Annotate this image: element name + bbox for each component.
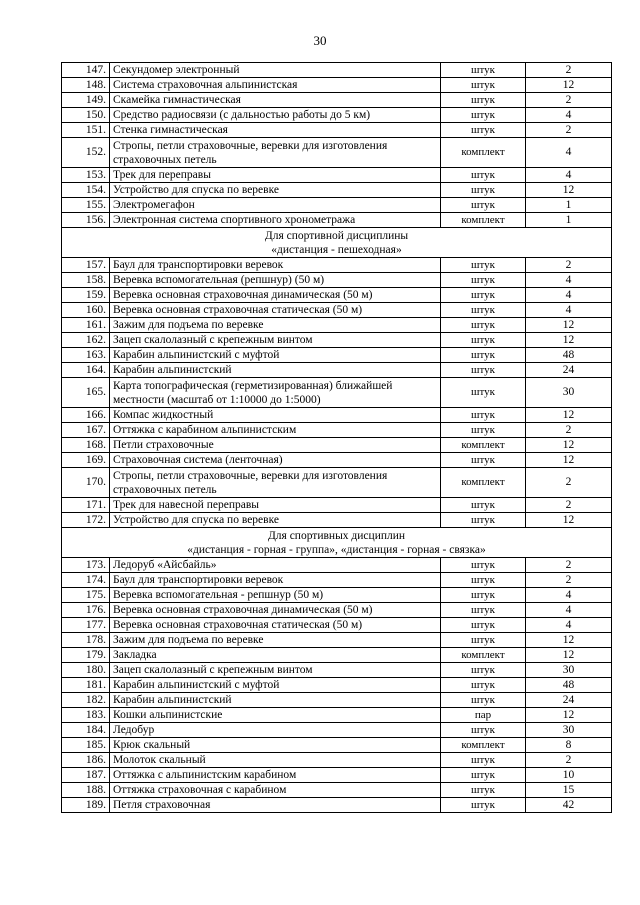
quantity-cell: 8	[526, 738, 612, 753]
unit-cell: штук	[441, 678, 526, 693]
row-number-cell: 148.	[62, 78, 110, 93]
item-name-cell: Секундомер электронный	[110, 63, 441, 78]
quantity-cell: 12	[526, 513, 612, 528]
item-name-cell: Карабин альпинистский с муфтой	[110, 678, 441, 693]
item-name-cell: Средство радиосвязи (с дальностью работы до 5 км)	[110, 108, 441, 123]
row-number-cell: 159.	[62, 288, 110, 303]
table-row	[62, 453, 612, 468]
equipment-table	[61, 62, 612, 813]
quantity-cell: 42	[526, 798, 612, 813]
row-number-cell: 161.	[62, 318, 110, 333]
table-row	[62, 93, 612, 108]
unit-cell: штук	[441, 768, 526, 783]
unit-cell: штук	[441, 573, 526, 588]
quantity-cell: 12	[526, 708, 612, 723]
row-number-cell: 150.	[62, 108, 110, 123]
row-number-cell: 157.	[62, 258, 110, 273]
item-name-cell: Веревка вспомогательная (репшнур) (50 м)	[110, 273, 441, 288]
row-number-cell: 180.	[62, 663, 110, 678]
quantity-cell: 30	[526, 663, 612, 678]
item-name-cell: Ледобур	[110, 723, 441, 738]
unit-cell: штук	[441, 183, 526, 198]
row-number-cell: 160.	[62, 303, 110, 318]
unit-cell: штук	[441, 603, 526, 618]
quantity-cell: 12	[526, 633, 612, 648]
item-name-cell: Веревка основная страховочная динамическая (50 м)	[110, 603, 441, 618]
table-row	[62, 678, 612, 693]
row-number-cell: 183.	[62, 708, 110, 723]
item-name-cell: Скамейка гимнастическая	[110, 93, 441, 108]
table-row	[62, 378, 612, 408]
unit-cell: комплект	[441, 648, 526, 663]
unit-cell: штук	[441, 633, 526, 648]
quantity-cell: 12	[526, 78, 612, 93]
unit-cell: штук	[441, 693, 526, 708]
item-name-cell: Зацеп скалолазный с крепежным винтом	[110, 333, 441, 348]
unit-cell: штук	[441, 108, 526, 123]
row-number-cell: 173.	[62, 558, 110, 573]
item-name-cell: Крюк скальный	[110, 738, 441, 753]
table-row	[62, 108, 612, 123]
row-number-cell: 170.	[62, 468, 110, 498]
unit-cell: штук	[441, 408, 526, 423]
quantity-cell: 15	[526, 783, 612, 798]
row-number-cell: 178.	[62, 633, 110, 648]
section-title-line: Для спортивных дисциплин	[267, 529, 406, 542]
quantity-cell: 2	[526, 498, 612, 513]
unit-cell: штук	[441, 288, 526, 303]
item-name-cell: Карабин альпинистский	[110, 693, 441, 708]
unit-cell: штук	[441, 63, 526, 78]
unit-cell: штук	[441, 513, 526, 528]
item-name-cell: Оттяжка страховочная с карабином	[110, 783, 441, 798]
row-number-cell: 149.	[62, 93, 110, 108]
quantity-cell: 4	[526, 303, 612, 318]
table-row	[62, 693, 612, 708]
item-name-cell: Оттяжка с карабином альпинистским	[110, 423, 441, 438]
table-row	[62, 333, 612, 348]
row-number-cell: 184.	[62, 723, 110, 738]
table-row	[62, 648, 612, 663]
row-number-cell: 163.	[62, 348, 110, 363]
item-name-cell: Баул для транспортировки веревок	[110, 258, 441, 273]
row-number-cell: 152.	[62, 138, 110, 168]
item-name-cell: Зажим для подъема по веревке	[110, 633, 441, 648]
table-row	[62, 78, 612, 93]
row-number-cell: 165.	[62, 378, 110, 408]
row-number-cell: 166.	[62, 408, 110, 423]
unit-cell: штук	[441, 168, 526, 183]
table-row	[62, 273, 612, 288]
quantity-cell: 30	[526, 378, 612, 408]
item-name-cell: Устройство для спуска по веревке	[110, 183, 441, 198]
quantity-cell: 2	[526, 468, 612, 498]
row-number-cell: 186.	[62, 753, 110, 768]
row-number-cell: 164.	[62, 363, 110, 378]
item-name-cell: Система страховочная альпинистская	[110, 78, 441, 93]
item-name-cell: Стропы, петли страховочные, веревки для изготовления страховочных петель	[110, 468, 441, 498]
unit-cell: штук	[441, 198, 526, 213]
table-row	[62, 258, 612, 273]
quantity-cell: 2	[526, 63, 612, 78]
unit-cell: штук	[441, 723, 526, 738]
item-name-cell: Карта топографическая (герметизированная) ближайшей местности (масштаб от 1:10000 до 1:5000)	[110, 378, 441, 408]
table-row	[62, 603, 612, 618]
row-number-cell: 168.	[62, 438, 110, 453]
item-name-cell: Стропы, петли страховочные, веревки для изготовления страховочных петель	[110, 138, 441, 168]
table-row	[62, 138, 612, 168]
quantity-cell: 12	[526, 648, 612, 663]
item-name-cell: Веревка основная страховочная динамическая (50 м)	[110, 288, 441, 303]
table-row	[62, 708, 612, 723]
item-name-cell: Устройство для спуска по веревке	[110, 513, 441, 528]
section-header-row	[62, 528, 612, 558]
unit-cell: штук	[441, 453, 526, 468]
quantity-cell: 4	[526, 168, 612, 183]
quantity-cell: 12	[526, 318, 612, 333]
row-number-cell: 172.	[62, 513, 110, 528]
table-row	[62, 723, 612, 738]
quantity-cell: 4	[526, 273, 612, 288]
row-number-cell: 156.	[62, 213, 110, 228]
unit-cell: штук	[441, 423, 526, 438]
table-row	[62, 198, 612, 213]
unit-cell: пар	[441, 708, 526, 723]
quantity-cell: 48	[526, 348, 612, 363]
row-number-cell: 151.	[62, 123, 110, 138]
page-number: 30	[313, 33, 327, 48]
table-row	[62, 783, 612, 798]
item-name-cell: Страховочная система (ленточная)	[110, 453, 441, 468]
table-row	[62, 558, 612, 573]
quantity-cell: 4	[526, 618, 612, 633]
item-name-cell: Зацеп скалолазный с крепежным винтом	[110, 663, 441, 678]
item-name-cell: Закладка	[110, 648, 441, 663]
quantity-cell: 4	[526, 138, 612, 168]
unit-cell: штук	[441, 783, 526, 798]
row-number-cell: 182.	[62, 693, 110, 708]
quantity-cell: 2	[526, 423, 612, 438]
row-number-cell: 171.	[62, 498, 110, 513]
quantity-cell: 12	[526, 333, 612, 348]
item-name-cell: Петли страховочные	[110, 438, 441, 453]
quantity-cell: 12	[526, 183, 612, 198]
table-row	[62, 423, 612, 438]
table-row	[62, 408, 612, 423]
unit-cell: штук	[441, 558, 526, 573]
section-header	[62, 528, 612, 558]
unit-cell: штук	[441, 93, 526, 108]
unit-cell: комплект	[441, 738, 526, 753]
row-number-cell: 185.	[62, 738, 110, 753]
quantity-cell: 12	[526, 438, 612, 453]
unit-cell: штук	[441, 798, 526, 813]
item-name-cell: Веревка основная страховочная статическая (50 м)	[110, 618, 441, 633]
item-name-cell: Петля страховочная	[110, 798, 441, 813]
table-row	[62, 123, 612, 138]
table-row	[62, 588, 612, 603]
quantity-cell: 48	[526, 678, 612, 693]
quantity-cell: 4	[526, 108, 612, 123]
table-row	[62, 318, 612, 333]
quantity-cell: 12	[526, 453, 612, 468]
row-number-cell: 181.	[62, 678, 110, 693]
row-number-cell: 154.	[62, 183, 110, 198]
table-row	[62, 513, 612, 528]
table-row	[62, 633, 612, 648]
table-row	[62, 63, 612, 78]
row-number-cell: 176.	[62, 603, 110, 618]
table-row	[62, 498, 612, 513]
row-number-cell: 187.	[62, 768, 110, 783]
quantity-cell: 24	[526, 693, 612, 708]
quantity-cell: 1	[526, 198, 612, 213]
unit-cell: штук	[441, 663, 526, 678]
item-name-cell: Веревка основная страховочная статическая (50 м)	[110, 303, 441, 318]
table-row	[62, 738, 612, 753]
unit-cell: штук	[441, 273, 526, 288]
table-row	[62, 213, 612, 228]
unit-cell: штук	[441, 258, 526, 273]
unit-cell: штук	[441, 78, 526, 93]
table-row	[62, 573, 612, 588]
unit-cell: штук	[441, 498, 526, 513]
row-number-cell: 189.	[62, 798, 110, 813]
table-row	[62, 363, 612, 378]
quantity-cell: 4	[526, 288, 612, 303]
unit-cell: штук	[441, 618, 526, 633]
item-name-cell: Электромегафон	[110, 198, 441, 213]
quantity-cell: 2	[526, 93, 612, 108]
table-row	[62, 798, 612, 813]
quantity-cell: 24	[526, 363, 612, 378]
quantity-cell: 2	[526, 753, 612, 768]
unit-cell: комплект	[441, 213, 526, 228]
unit-cell: штук	[441, 363, 526, 378]
table-row	[62, 168, 612, 183]
item-name-cell: Компас жидкостный	[110, 408, 441, 423]
row-number-cell: 158.	[62, 273, 110, 288]
row-number-cell: 167.	[62, 423, 110, 438]
unit-cell: штук	[441, 318, 526, 333]
unit-cell: комплект	[441, 138, 526, 168]
quantity-cell: 30	[526, 723, 612, 738]
item-name-cell: Трек для переправы	[110, 168, 441, 183]
row-number-cell: 179.	[62, 648, 110, 663]
table-row	[62, 348, 612, 363]
item-name-cell: Ледоруб «Айсбайль»	[110, 558, 441, 573]
unit-cell: штук	[441, 333, 526, 348]
row-number-cell: 155.	[62, 198, 110, 213]
unit-cell: штук	[441, 753, 526, 768]
table-row	[62, 288, 612, 303]
item-name-cell: Зажим для подъема по веревке	[110, 318, 441, 333]
row-number-cell: 153.	[62, 168, 110, 183]
unit-cell: штук	[441, 588, 526, 603]
equipment-table-body	[62, 63, 612, 813]
table-row	[62, 183, 612, 198]
section-discipline-line: «дистанция - горная - группа», «дистанция - горная - связка»	[187, 543, 486, 556]
row-number-cell: 162.	[62, 333, 110, 348]
unit-cell: штук	[441, 123, 526, 138]
table-row	[62, 468, 612, 498]
item-name-cell: Стенка гимнастическая	[110, 123, 441, 138]
item-name-cell: Молоток скальный	[110, 753, 441, 768]
table-row	[62, 438, 612, 453]
item-name-cell: Кошки альпинистские	[110, 708, 441, 723]
quantity-cell: 2	[526, 123, 612, 138]
item-name-cell: Карабин альпинистский	[110, 363, 441, 378]
unit-cell: комплект	[441, 438, 526, 453]
section-header	[62, 228, 612, 258]
table-row	[62, 663, 612, 678]
unit-cell: штук	[441, 378, 526, 408]
quantity-cell: 2	[526, 558, 612, 573]
item-name-cell: Баул для транспортировки веревок	[110, 573, 441, 588]
table-row	[62, 303, 612, 318]
table-row	[62, 753, 612, 768]
unit-cell: штук	[441, 303, 526, 318]
quantity-cell: 2	[526, 573, 612, 588]
item-name-cell: Веревка вспомогательная - репшнур (50 м)	[110, 588, 441, 603]
quantity-cell: 10	[526, 768, 612, 783]
row-number-cell: 188.	[62, 783, 110, 798]
section-discipline-line: «дистанция - пешеходная»	[271, 243, 402, 256]
item-name-cell: Карабин альпинистский с муфтой	[110, 348, 441, 363]
section-title-line: Для спортивной дисциплины	[264, 229, 409, 242]
item-name-cell: Трек для навесной переправы	[110, 498, 441, 513]
quantity-cell: 1	[526, 213, 612, 228]
quantity-cell: 4	[526, 603, 612, 618]
item-name-cell: Оттяжка с альпинистским карабином	[110, 768, 441, 783]
row-number-cell: 175.	[62, 588, 110, 603]
row-number-cell: 169.	[62, 453, 110, 468]
quantity-cell: 12	[526, 408, 612, 423]
unit-cell: комплект	[441, 468, 526, 498]
table-row	[62, 618, 612, 633]
unit-cell: штук	[441, 348, 526, 363]
quantity-cell: 2	[526, 258, 612, 273]
section-header-row	[62, 228, 612, 258]
row-number-cell: 177.	[62, 618, 110, 633]
quantity-cell: 4	[526, 588, 612, 603]
item-name-cell: Электронная система спортивного хронометража	[110, 213, 441, 228]
row-number-cell: 147.	[62, 63, 110, 78]
row-number-cell: 174.	[62, 573, 110, 588]
table-row	[62, 768, 612, 783]
